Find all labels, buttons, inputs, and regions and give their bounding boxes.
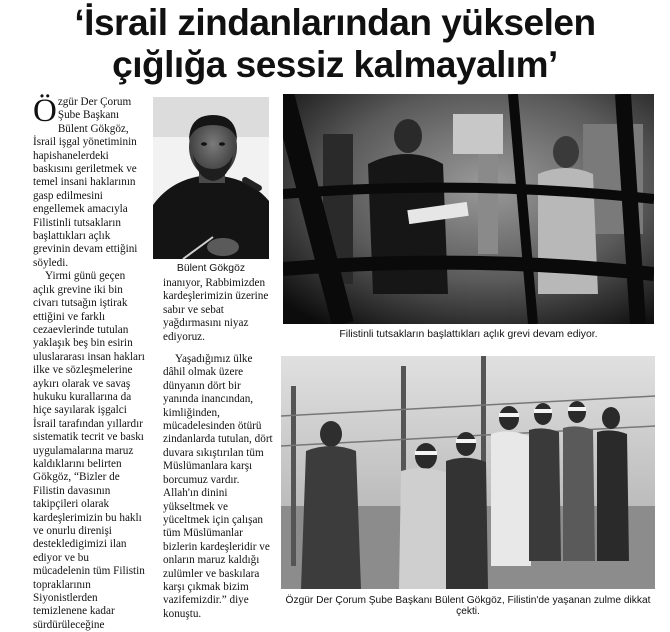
prison-photo-caption: Filistinli tutsakların başlattıkları açlık grevi devam ediyor. (339, 329, 598, 340)
drop-cap: Ö (33, 93, 57, 129)
article-paragraph-1 (33, 93, 147, 270)
article-paragraph-1-text: zgür Der Çorum Şube Başkanı Bülent Gökgöz, İsrail işgal yönetiminin hapishanelerdeki baskısını geriletmek ve temel insani haklarının gasp edilmesini engellemek amacıyla Filistinli tutsakların başlattıkları açlık grevinin devam ettiğini söyledi. (33, 96, 138, 269)
article-paragraph-2: Yirmi günü geçen açlık grevine iki bin civarı tutsağın iştirak ettiğini ve farklı cezaevlerinde tutulan yaklaşık beş bin esirin uluslararası insan hakları ilke ve sözleşmelerine aykırı olarak ve savaş hukuku kurallarına da hiçe sayılarak işgalci İsrail tarafından yıllardır sistematik tecrit ve baskı uygulamalarına maruz kaldıklarını belirten Gökgöz, “Bizler de Filistin davasının takipçileri olarak kardeşlerimizin bu haklı ve onurlu direnişi destekledigimizi ilan ediyor ve bu mücadelenin tüm Filistin topraklarının Siyonistlerden temizlenene kadar sürdürüleceğine (33, 270, 145, 631)
portrait-photo (153, 97, 269, 259)
prison-photo (283, 94, 654, 324)
headline-line-2: çığlığa sessiz kalmayalım’ (112, 44, 558, 85)
prisoners-photo (281, 356, 655, 589)
headline (0, 2, 670, 86)
article-paragraph-3: inanıyor, Rabbimizden kardeşlerimizin üzerine sabır ve sebat yağdırmasını niyaz ediyoruz. (163, 277, 269, 343)
prisoners-photo-caption: Özgür Der Çorum Şube Başkanı Bülent Gökgöz, Filistin'de yaşanan zulme dikkat çekti. (285, 595, 651, 617)
portrait-caption: Bülent Gökgöz (176, 263, 246, 274)
article-column-1 (33, 93, 147, 632)
article-column-2 (163, 277, 275, 621)
headline-line-1: ‘İsrail zindanlarından yükselen (74, 2, 596, 43)
article-paragraph-4: Yaşadığımız ülke dâhil olmak üzere dünyanın dört bir yanında inancından, kimliğinden, mücadelesinden ötürü zindanlarda tutulan, dört duvara sıkıştırılan tüm Müslümanlara karşı borcumuz vardır. Allah'ın dinini yükseltmek ve yüceltmek için çalışan tüm Müslümanlar bizlerin kardeşleridir ve onların maruz kaldığı zulümler ve baskılara karşı çıkmak bizim vazifemizdir.” diye konuştu. (163, 353, 273, 620)
